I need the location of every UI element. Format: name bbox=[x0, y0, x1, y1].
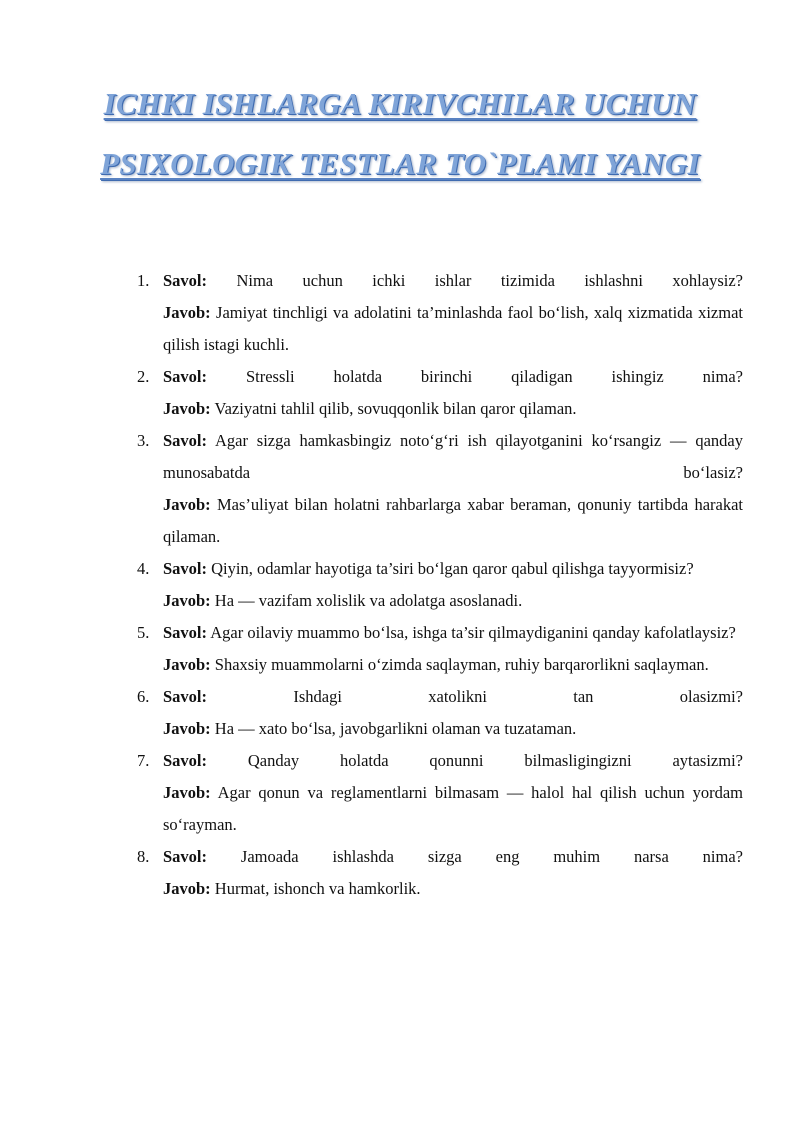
question-line bbox=[163, 617, 743, 649]
question-text: Jamoada ishlashda sizga eng muhim narsa nima? bbox=[207, 847, 743, 866]
question-text: Agar sizga hamkasbingiz noto‘g‘ri ish qilayotganini ko‘rsangiz — qanday munosabatda bo‘lasiz? bbox=[163, 431, 743, 482]
answer-text: Mas’uliyat bilan holatni rahbarlarga xabar beraman, qonuniy tartibda harakat qilaman. bbox=[163, 495, 743, 546]
answer-text: Vaziyatni tahlil qilib, sovuqqonlik bilan qaror qilaman. bbox=[210, 399, 577, 418]
question-label: Savol: bbox=[163, 271, 208, 290]
question-label: Savol: bbox=[163, 847, 208, 866]
item-number: 7. bbox=[137, 751, 150, 770]
question-text: Qanday holatda qonunni bilmasligingizni aytasizmi? bbox=[207, 751, 743, 770]
answer-text: Jamiyat tinchligi va adolatini ta’minlashda faol bo‘lish, xalq xizmatida xizmat qilish istagi kuchli. bbox=[163, 303, 743, 354]
answer-line bbox=[163, 777, 743, 841]
answer-label: Javob: bbox=[163, 783, 211, 802]
list-item-1 bbox=[0, 265, 800, 361]
question-label: Savol: bbox=[163, 367, 208, 386]
answer-line bbox=[163, 393, 743, 425]
answer-label: Javob: bbox=[163, 303, 211, 322]
question-line bbox=[163, 425, 743, 489]
title-line-1: ICHKI ISHLARGA KIRIVCHILAR UCHUN bbox=[103, 86, 697, 121]
list-item-6 bbox=[0, 681, 800, 745]
answer-label: Javob: bbox=[163, 655, 211, 674]
answer-text: Hurmat, ishonch va hamkorlik. bbox=[210, 879, 421, 898]
question-text: Ishdagi xatolikni tan olasizmi? bbox=[207, 687, 743, 706]
item-number: 3. bbox=[137, 431, 150, 450]
question-label: Savol: bbox=[163, 751, 208, 770]
list-item-5 bbox=[0, 617, 800, 681]
question-label: Savol: bbox=[163, 559, 208, 578]
item-number: 6. bbox=[137, 687, 150, 706]
answer-label: Javob: bbox=[163, 495, 211, 514]
answer-text: Ha — vazifam xolislik va adolatga asoslanadi. bbox=[210, 591, 523, 610]
answer-label: Javob: bbox=[163, 879, 211, 898]
question-line bbox=[163, 841, 743, 873]
question-text: Nima uchun ichki ishlar tizimida ishlashni xohlaysiz? bbox=[207, 271, 743, 290]
answer-line bbox=[163, 713, 743, 745]
list-item-2 bbox=[0, 361, 800, 425]
list-item-3 bbox=[0, 425, 800, 553]
document-title bbox=[0, 74, 800, 194]
answer-line bbox=[163, 873, 743, 905]
answer-label: Javob: bbox=[163, 399, 211, 418]
answer-text: Ha — xato bo‘lsa, javobgarlikni olaman va tuzataman. bbox=[210, 719, 577, 738]
item-number: 5. bbox=[137, 623, 150, 642]
title-line-2: PSIXOLOGIK TESTLAR TO`PLAMI YANGI bbox=[100, 146, 700, 181]
item-number: 1. bbox=[137, 271, 150, 290]
question-line bbox=[163, 361, 743, 393]
answer-text: Shaxsiy muammolarni o‘zimda saqlayman, ruhiy barqarorlikni saqlayman. bbox=[210, 655, 709, 674]
question-line bbox=[163, 265, 743, 297]
list-item-7 bbox=[0, 745, 800, 841]
answer-line bbox=[163, 649, 743, 681]
answer-line bbox=[163, 489, 743, 553]
question-line bbox=[163, 681, 743, 713]
answer-line bbox=[163, 585, 743, 617]
question-label: Savol: bbox=[163, 431, 208, 450]
question-text: Stressli holatda birinchi qiladigan ishingiz nima? bbox=[207, 367, 743, 386]
question-line bbox=[163, 745, 743, 777]
question-label: Savol: bbox=[163, 687, 208, 706]
question-line bbox=[163, 553, 743, 585]
question-answer-list bbox=[0, 265, 800, 905]
question-text: Agar oilaviy muammo bo‘lsa, ishga ta’sir qilmaydiganini qanday kafolatlaysiz? bbox=[207, 623, 736, 642]
item-number: 8. bbox=[137, 847, 150, 866]
answer-label: Javob: bbox=[163, 591, 211, 610]
answer-text: Agar qonun va reglamentlarni bilmasam — halol hal qilish uchun yordam so‘rayman. bbox=[163, 783, 743, 834]
item-number: 4. bbox=[137, 559, 150, 578]
item-number: 2. bbox=[137, 367, 150, 386]
list-item-8 bbox=[0, 841, 800, 905]
list-item-4 bbox=[0, 553, 800, 617]
question-text: Qiyin, odamlar hayotiga ta’siri bo‘lgan qaror qabul qilishga tayyormisiz? bbox=[207, 559, 694, 578]
answer-label: Javob: bbox=[163, 719, 211, 738]
answer-line bbox=[163, 297, 743, 361]
question-label: Savol: bbox=[163, 623, 208, 642]
